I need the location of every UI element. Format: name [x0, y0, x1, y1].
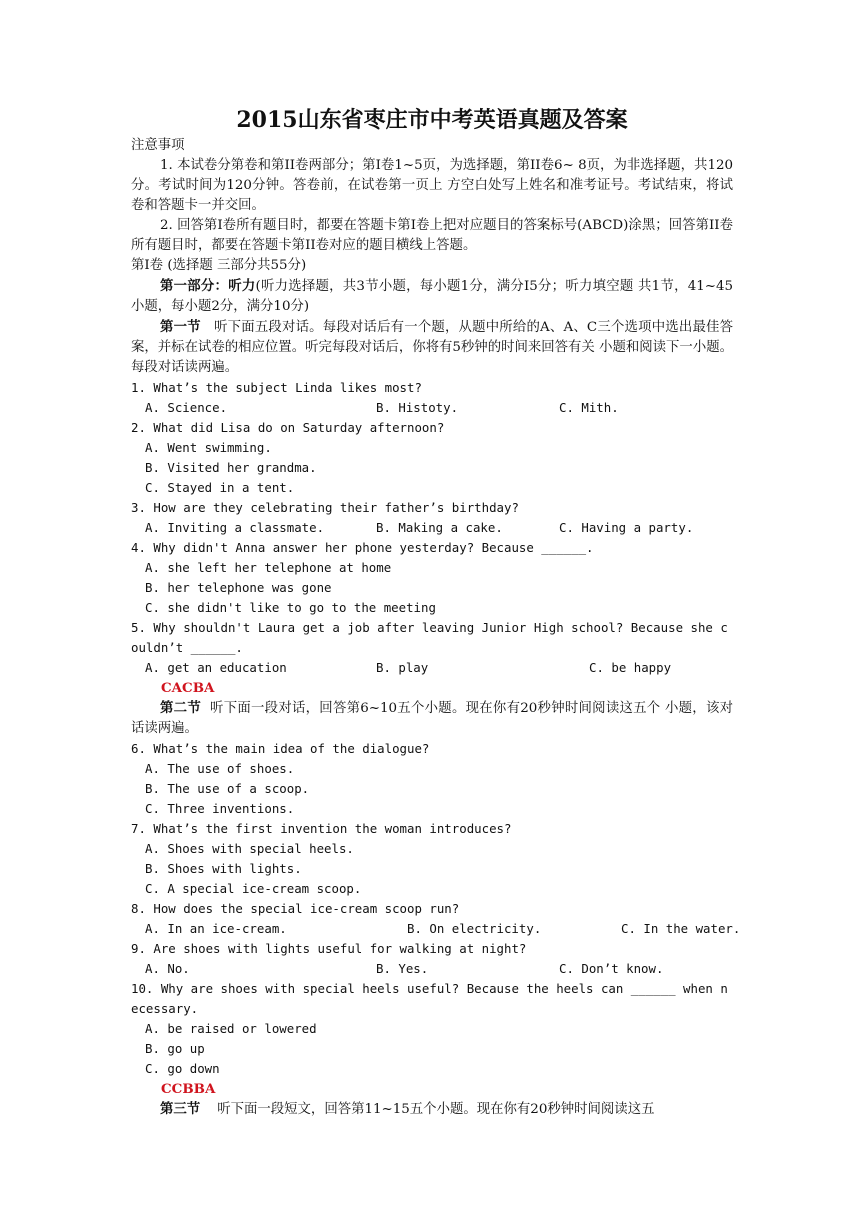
option-c: C. Stayed in a tent.	[145, 480, 295, 495]
option-c: C. go down	[145, 1061, 220, 1076]
option-c: C. A special ice-cream scoop.	[145, 881, 362, 896]
option-b: B. Making a cake.	[376, 520, 503, 535]
question-4: 4. Why didn't Anna answer her phone yesterday? Because ______.	[131, 540, 594, 555]
question-10: 10. Why are shoes with special heels useful? Because the heels can ______ when necessary.	[131, 981, 728, 1016]
option-a: A. The use of shoes.	[145, 761, 295, 776]
section2-intro	[131, 698, 733, 739]
section2-desc: 听下面一段对话，回答第6~10五个小题。现在你有20秒钟时间阅读这五个 小题，该对话读两遍。	[131, 701, 734, 736]
option-c: C. Having a party.	[559, 520, 694, 535]
option-b: B. The use of a scoop.	[145, 781, 310, 796]
option-a: A. In an ice-cream.	[145, 921, 287, 936]
part1-label: 第一部分：听力	[160, 278, 256, 294]
question-3-options	[131, 518, 733, 538]
option-a: A. be raised or lowered	[145, 1021, 317, 1036]
option-b: B. Shoes with lights.	[145, 861, 302, 876]
option-a: A. Science.	[145, 400, 228, 415]
exam-page	[131, 104, 741, 1120]
option-b: B. go up	[145, 1041, 205, 1056]
notice-heading: 注意事项	[131, 138, 185, 153]
volume-heading: 第I卷 (选择题 三部分共55分)	[131, 258, 307, 273]
notice-item-1: 1. 本试卷分第卷和第II卷两部分；第I卷1~5页，为选择题，第II卷6~ 8页，为非选择题，共120分。考试时间为120分钟。答卷前，在试卷第一页上 方空白处写上姓名和准考证号。考试结束，将试卷和答题卡一并交回。	[131, 158, 733, 213]
question-2: 2. What did Lisa do on Saturday afternoon?	[131, 420, 445, 435]
section3-intro	[131, 1099, 733, 1120]
option-b: B. play	[376, 660, 429, 675]
option-c: C. be happy	[589, 660, 672, 675]
option-a: A. No.	[145, 961, 190, 976]
option-b: B. Visited her grandma.	[145, 460, 317, 475]
option-c: C. Mith.	[559, 400, 619, 415]
option-a: A. Inviting a classmate.	[145, 520, 325, 535]
section3-label: 第三节	[160, 1101, 201, 1117]
option-b: B. Histoty.	[376, 400, 459, 415]
question-1: 1. What’s the subject Linda likes most?	[131, 380, 422, 395]
option-c: C. In the water.	[621, 921, 741, 936]
section1-desc: 听下面五段对话。每段对话后有一个题，从题中所给的A、A、C三个选项中选出最佳答案，并标在试卷的相应位置。听完每段对话后，你将有5秒钟的时间来回答有关 小题和阅读下一小题。每段对话读两遍。	[131, 320, 733, 375]
question-9-options	[131, 959, 733, 979]
notice-item-2: 2. 回答第I卷所有题目时，都要在答题卡第I卷上把对应题目的答案标号(ABCD)涂黑；回答第II卷所有题目时，都要在答题卡第II卷对应的题目横线上答题。	[131, 218, 733, 253]
question-1-options	[131, 398, 733, 418]
option-b: B. On electricity.	[407, 921, 542, 936]
option-c: C. she didn't like to go to the meeting	[145, 600, 436, 615]
page-title: 2015山东省枣庄市中考英语真题及答案	[236, 107, 628, 133]
option-b: B. Yes.	[376, 961, 429, 976]
option-a: A. she left her telephone at home	[145, 560, 392, 575]
question-8: 8. How does the special ice-cream scoop run?	[131, 901, 460, 916]
option-c: C. Three inventions.	[145, 801, 295, 816]
part1-desc: (听力选择题，共3节小题，每小题1分，满分I5分；听力填空题 共1节，41~45小题，每小题2分，满分10分)	[131, 279, 734, 314]
question-6: 6. What’s the main idea of the dialogue?	[131, 741, 430, 756]
question-9: 9. Are shoes with lights useful for walking at night?	[131, 941, 527, 956]
question-3: 3. How are they celebrating their father’s birthday?	[131, 500, 519, 515]
question-7: 7. What’s the first invention the woman introduces?	[131, 821, 512, 836]
part1-intro	[131, 276, 733, 317]
option-a: A. Went swimming.	[145, 440, 272, 455]
option-b: B. her telephone was gone	[145, 580, 332, 595]
question-5-options	[131, 658, 733, 678]
question-8-options	[131, 919, 741, 939]
section2-label: 第二节	[160, 700, 201, 716]
section2-answers: CCBBA	[161, 1081, 216, 1097]
section1-label: 第一节	[160, 319, 201, 335]
section1-intro	[131, 317, 733, 378]
section3-desc: 听下面一段短文，回答第11~15五个小题。现在你有20秒钟时间阅读这五	[200, 1102, 655, 1117]
section1-answers: CACBA	[161, 680, 215, 696]
option-a: A. Shoes with special heels.	[145, 841, 354, 856]
question-5: 5. Why shouldn't Laura get a job after leaving Junior High school? Because she couldn’t ______.	[131, 620, 728, 655]
option-a: A. get an education	[145, 660, 287, 675]
option-c: C. Don’t know.	[559, 961, 664, 976]
